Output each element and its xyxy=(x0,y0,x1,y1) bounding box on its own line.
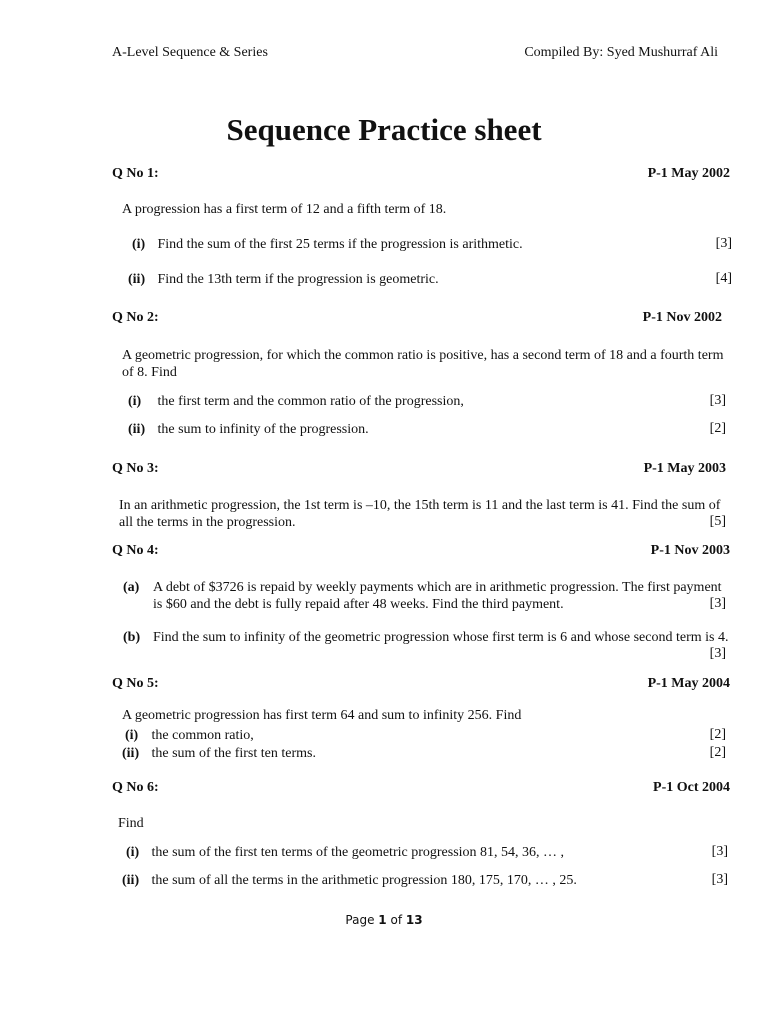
header-right: Compiled By: Syed Mushurraf Ali xyxy=(524,45,718,60)
footer-current-page: 1 xyxy=(378,913,387,927)
q6-part-i xyxy=(126,844,738,861)
part-text: the sum to infinity of the progression. xyxy=(157,422,369,437)
q2-label: Q No 2: xyxy=(112,310,159,325)
part-text: the sum of all the terms in the arithmetic progression 180, 175, 170, … , 25. xyxy=(151,873,577,888)
part-text: Find the 13th term if the progression is geometric. xyxy=(157,272,439,287)
q5-label: Q No 5: xyxy=(112,676,159,691)
q3-source: P-1 May 2003 xyxy=(643,461,726,476)
footer-page-word: Page xyxy=(345,913,375,927)
q1-part-ii xyxy=(128,271,740,288)
q5-part-i xyxy=(125,727,737,744)
page-title: Sequence Practice sheet xyxy=(226,112,542,147)
part-number: (i) xyxy=(132,237,146,252)
part-text: the sum of the first ten terms of the geometric progression 81, 54, 36, … , xyxy=(151,845,565,860)
footer-of-word: of xyxy=(390,913,403,927)
q2-part-ii-marks: [2] xyxy=(709,421,726,436)
q6-source: P-1 Oct 2004 xyxy=(653,780,730,795)
q1-intro: A progression has a first term of 12 and a fifth term of 18. xyxy=(122,202,447,217)
q3-marks: [5] xyxy=(709,514,726,529)
q6-part-ii xyxy=(122,872,734,889)
part-number: (ii) xyxy=(128,422,146,437)
q4-part-b-marks: [3] xyxy=(709,646,726,661)
part-number: (ii) xyxy=(128,272,146,287)
page-footer xyxy=(0,913,768,927)
q5-part-i-marks: [2] xyxy=(709,727,726,742)
q2-part-i xyxy=(128,393,740,410)
q2-source: P-1 Nov 2002 xyxy=(642,310,722,325)
part-text: the sum of the first ten terms. xyxy=(151,746,316,761)
part-number: (i) xyxy=(126,845,140,860)
q4-source: P-1 Nov 2003 xyxy=(650,543,730,558)
q6-label: Q No 6: xyxy=(112,780,159,795)
q1-label: Q No 1: xyxy=(112,166,159,181)
part-text: the first term and the common ratio of the progression, xyxy=(157,394,464,409)
part-number: (ii) xyxy=(122,746,140,761)
part-number: (i) xyxy=(125,728,139,743)
q4-part-a-marks: [3] xyxy=(709,596,726,611)
q5-part-ii xyxy=(122,745,734,762)
q5-source: P-1 May 2004 xyxy=(647,676,730,691)
part-text: Find the sum of the first 25 terms if the progression is arithmetic. xyxy=(157,237,523,252)
q2-intro: A geometric progression, for which the common ratio is positive, has a second term of 18 and a fourth term of 8. Find xyxy=(122,348,724,380)
q3-label: Q No 3: xyxy=(112,461,159,476)
q4-part-b-text: Find the sum to infinity of the geometric progression whose first term is 6 and whose second term is 4. xyxy=(153,630,729,645)
header-left: A-Level Sequence & Series xyxy=(112,45,268,60)
q2-part-ii xyxy=(128,421,740,438)
q1-source: P-1 May 2002 xyxy=(647,166,730,181)
q2-part-i-marks: [3] xyxy=(709,393,726,408)
part-number: (ii) xyxy=(122,873,140,888)
q3-intro: In an arithmetic progression, the 1st term is –10, the 15th term is 11 and the last term is 41. Find the sum of all the terms in the progression. xyxy=(119,498,721,530)
q1-part-ii-marks: [4] xyxy=(715,271,732,286)
q6-part-i-marks: [3] xyxy=(711,844,728,859)
q4-part-a-number: (a) xyxy=(123,580,140,595)
q5-intro: A geometric progression has first term 64 and sum to infinity 256. Find xyxy=(122,708,522,723)
q4-part-a-text: A debt of $3726 is repaid by weekly payments which are in arithmetic progression. The first payment is $60 and the debt is fully repaid after 48 weeks. Find the third payment. xyxy=(153,580,722,612)
footer-total-pages: 13 xyxy=(405,913,423,927)
q6-intro: Find xyxy=(118,816,144,831)
q6-part-ii-marks: [3] xyxy=(711,872,728,887)
part-number: (i) xyxy=(128,394,142,409)
q4-label: Q No 4: xyxy=(112,543,159,558)
q1-part-i-marks: [3] xyxy=(715,236,732,251)
q5-part-ii-marks: [2] xyxy=(709,745,726,760)
q4-part-b-number: (b) xyxy=(123,630,141,645)
q1-part-i xyxy=(132,236,744,253)
part-text: the common ratio, xyxy=(151,728,254,743)
